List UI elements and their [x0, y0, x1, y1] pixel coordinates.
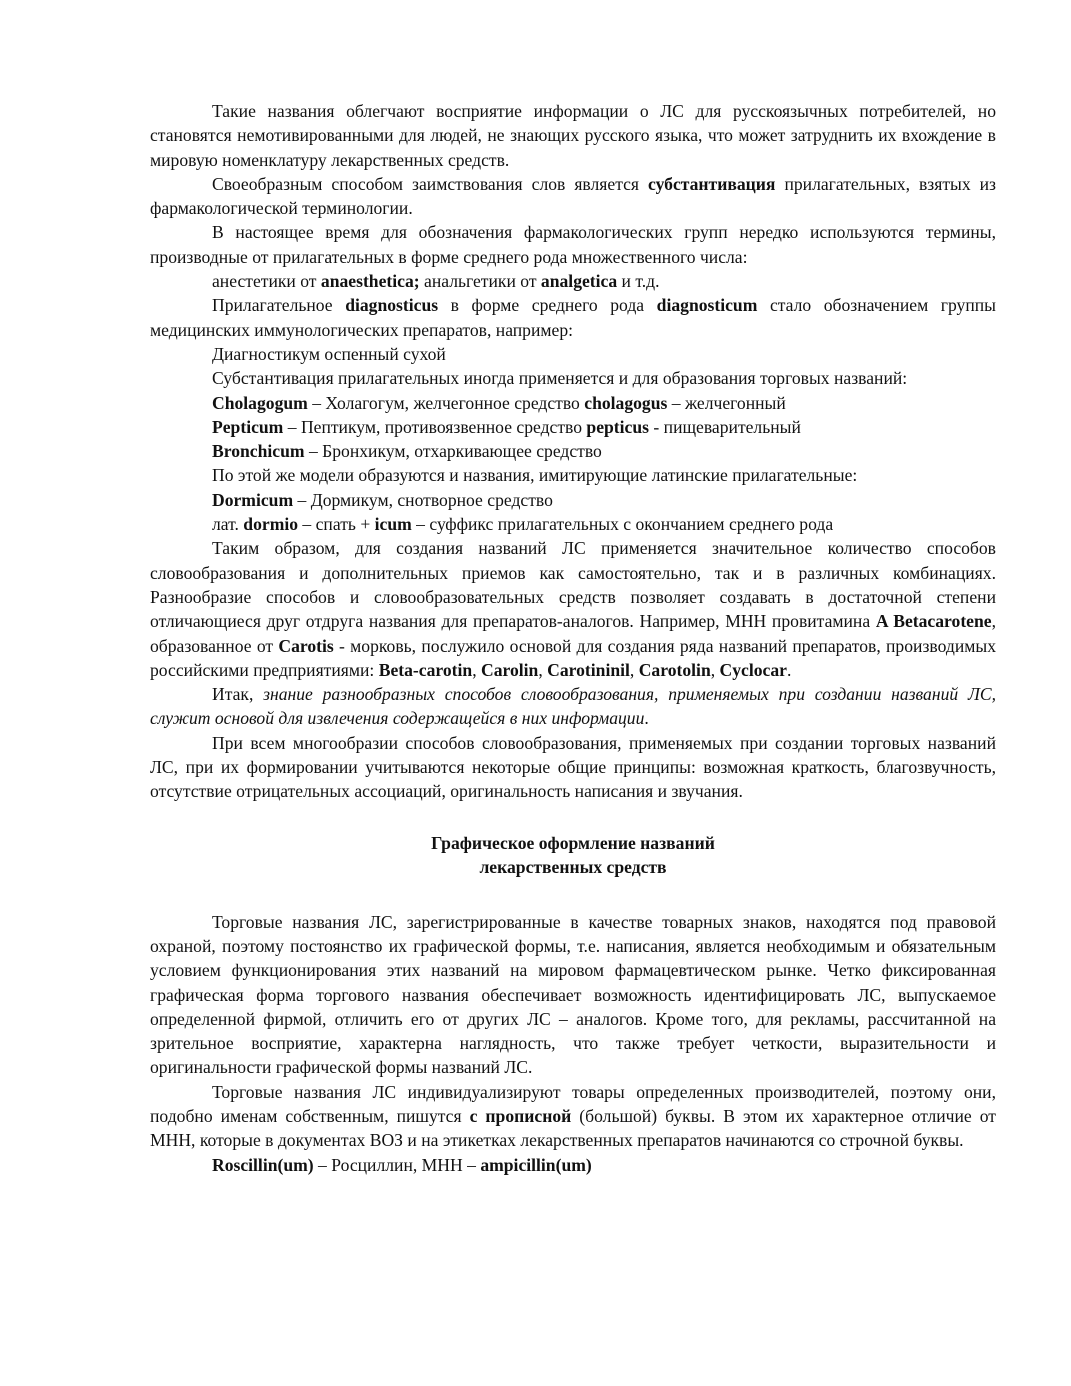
- text-run: analgetica: [540, 271, 618, 292]
- text-run: – Дормикум, снотворное средство: [293, 489, 553, 510]
- text-run: Прилагательное: [212, 295, 346, 316]
- paragraph: [150, 99, 996, 172]
- text-run: знание разнообразных способов словообразования, применяемых при создании названий ЛС, служит основой для извлечения содержащейся в них информации: [150, 684, 996, 729]
- text-run: ,: [472, 659, 481, 680]
- section-heading-line: Графическое оформление названий: [431, 832, 715, 853]
- text-run: A Betacarotene: [875, 611, 992, 632]
- text-run: Таким образом, для создания названий ЛС применяется значительное количество способов словообразования и дополнительных приемов как самостоятельно, так и в различных комбинациях. Разнообразие способов и словообразовательных средств позволяет создавать в достаточной степени отличающиеся друг отдруга названия для препаратов-аналогов. Например, МНН провитамина: [150, 538, 996, 632]
- text-run: (большой) буквы. В этом их характерное отличие от МНН, которые в документах ВОЗ и на этикетках лекарственных препаратов начинаются со строчной буквы.: [150, 1105, 996, 1151]
- text-run: стало обозначением группы медицинских иммунологических препаратов, например:: [150, 295, 997, 340]
- text-run: ,: [629, 659, 639, 680]
- text-run: анальгетики от: [419, 271, 541, 292]
- text-run: diagnosticum: [656, 295, 758, 316]
- example-line: [150, 512, 996, 536]
- text-run: Cholagogum: [212, 392, 308, 413]
- paragraph: [150, 910, 996, 1080]
- text-run: ,: [538, 659, 548, 680]
- text-run: ampicillin(um): [480, 1154, 592, 1175]
- paragraph: [150, 293, 996, 342]
- text-run: Carolin: [480, 659, 539, 680]
- text-run: с прописной: [469, 1105, 572, 1126]
- text-run: Roscillin(um): [212, 1154, 314, 1175]
- text-run: – Бронхикум, отхаркивающее средство: [304, 441, 602, 462]
- text-run: pepticus: [586, 416, 649, 437]
- text-run: Cyclocar: [719, 659, 787, 680]
- text-run: - пищеварительный: [649, 416, 801, 437]
- text-run: , образованное от: [150, 611, 996, 656]
- text-run: – Росциллин, МНН –: [313, 1154, 481, 1175]
- example-line: [150, 463, 996, 487]
- text-run: – спать +: [298, 514, 375, 535]
- text-run: Bronchicum: [212, 441, 305, 462]
- paragraph: [150, 220, 996, 269]
- text-run: Диагностикум оспенный сухой: [212, 343, 446, 364]
- text-run: dormio: [243, 514, 299, 535]
- example-line: [150, 1153, 996, 1177]
- example-line: [150, 415, 996, 439]
- text-run: anaesthetica;: [320, 271, 420, 292]
- text-run: Pepticum: [212, 416, 284, 437]
- text-run: cholagogus: [584, 392, 668, 413]
- text-run: – желчегонный: [667, 392, 786, 413]
- text-run: Итак,: [212, 684, 264, 705]
- paragraph: [150, 682, 996, 731]
- text-run: Dormicum: [212, 489, 294, 510]
- text-run: Carotininil: [547, 659, 630, 680]
- example-line: [150, 488, 996, 512]
- text-run: Торговые названия ЛС, зарегистрированные в качестве товарных знаков, находятся под правовой охраной, поэтому постоянство их графической формы, т.е. написания, является необходимым и обязательным условием функционирования этих названий на мировом фармацевтическом рынке. Четко фиксированная графическая форма торгового названия обеспечивает возможность идентифицировать ЛС, выпускаемое определенной фирмой, отличить его от других ЛС – аналогов. Кроме того, для рекламы, рассчитанной на зрительное восприятие, характерна наглядность, что также требует четкости, выразительности и оригинальности графической формы названий ЛС.: [150, 911, 996, 1078]
- text-run: Carotis: [278, 635, 334, 656]
- paragraph: [150, 1080, 996, 1153]
- text-run: Carotolin: [638, 659, 711, 680]
- text-run: diagnosticus: [345, 295, 439, 316]
- example-line: [150, 439, 996, 463]
- example-line: [150, 342, 996, 366]
- text-run: Субстантивация прилагательных иногда применяется и для образования торговых названий:: [212, 368, 908, 389]
- document-page: [150, 99, 996, 1177]
- text-run: и т.д.: [617, 271, 660, 292]
- text-run: Такие названия облегчают восприятие информации о ЛС для русскоязычных потребителей, но становятся немотивированными для людей, не знающих русского языка, что может затруднить их вхождение в мировую номенклатуру лекарственных средств.: [150, 101, 996, 170]
- text-run: – Холагогум, желчегонное средство: [307, 392, 585, 413]
- text-run: анестетики от: [212, 271, 321, 292]
- text-run: Торговые названия ЛС индивидуализируют товары определенных производителей, поэтому они, подобно именам собственным, пишутся: [150, 1081, 996, 1126]
- text-run: – Пептикум, противоязвенное средство: [283, 416, 587, 437]
- example-line: [150, 269, 996, 293]
- paragraph: [150, 731, 996, 804]
- section-heading: [150, 831, 996, 879]
- text-run: – суффикс прилагательных с окончанием среднего рода: [411, 514, 834, 535]
- paragraph: [150, 366, 996, 390]
- text-run: субстантивация: [648, 173, 776, 194]
- text-run: В настоящее время для обозначения фармакологических групп нередко используются термины, производные от прилагательных в форме среднего рода множественного числа:: [150, 222, 996, 267]
- text-run: .: [786, 659, 792, 680]
- text-run: прилагательных, взятых из фармакологической терминологии.: [150, 173, 996, 219]
- text-run: .: [644, 708, 649, 729]
- section-heading-line: лекарственных средств: [479, 856, 667, 877]
- text-run: icum: [374, 514, 412, 535]
- paragraph: [150, 172, 996, 221]
- text-run: Beta-carotin: [378, 659, 473, 680]
- text-run: - морковь, послужило основой для создания ряда названий препаратов, производимых российскими предприятиями:: [150, 635, 996, 680]
- text-run: ,: [710, 659, 720, 680]
- text-run: Своеобразным способом заимствования слов является: [212, 173, 649, 194]
- text-run: По этой же модели образуются и названия, имитирующие латинские прилагательные:: [212, 465, 858, 486]
- example-line: [150, 391, 996, 415]
- text-run: При всем многообразии способов словообразования, применяемых при создании торговых названий ЛС, при их формировании учитываются некоторые общие принципы: возможная краткость, благозвучность, отсутствие отрицательных ассоциаций, оригинальность написания и звучания.: [150, 732, 996, 802]
- paragraph: [150, 536, 996, 682]
- text-run: лат.: [212, 514, 244, 535]
- text-run: в форме среднего рода: [438, 295, 657, 316]
